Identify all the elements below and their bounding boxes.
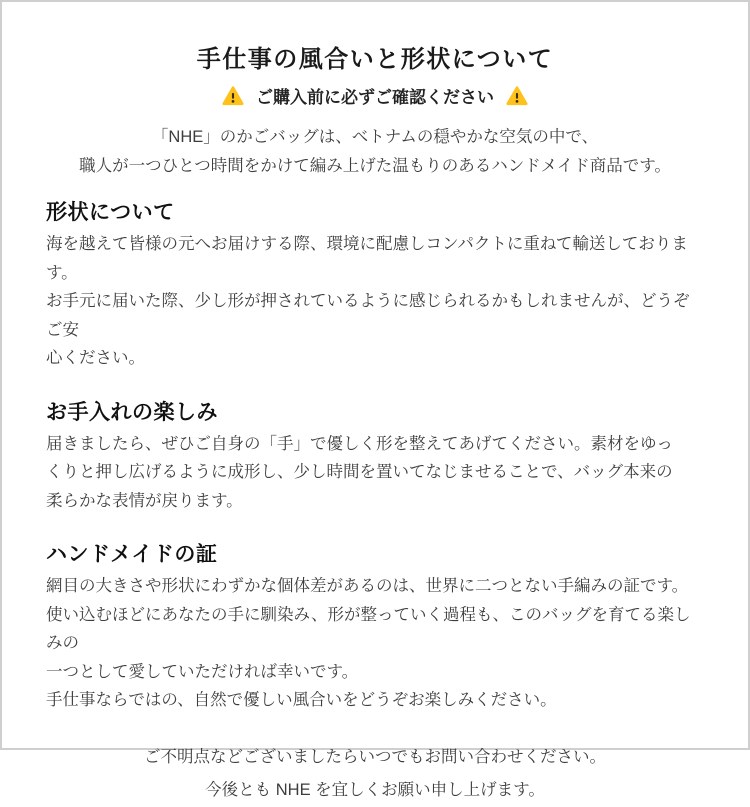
section-handmade-proof: [46, 541, 704, 715]
intro-line: 「NHE」のかごバッグは、ベトナムの穏やかな空気の中で、: [151, 128, 599, 146]
footer-line: ご不明点などございましたらいつでもお問い合わせください。: [144, 747, 606, 766]
section-care: [46, 399, 704, 516]
body-line: 一つとして愛していただければ幸いです。: [46, 662, 359, 681]
purchase-notice: [46, 85, 704, 111]
body-line: 手仕事ならではの、自然で優しい風合いをどうぞお楽しみください。: [46, 691, 557, 709]
section-heading: お手入れの楽しみ: [46, 400, 218, 424]
body-line: 網目の大きさや形状にわずかな個体差があるのは、世界に二つとない手編みの証です。: [46, 577, 689, 595]
intro-line: 職人が一つひとつ時間をかけて編み上げた温もりのあるハンドメイド商品です。: [79, 157, 671, 175]
body-line: 届きましたら、ぜひご自身の「手」で優しく形を整えてあげてください。素材をゆっ: [46, 434, 673, 453]
page-title: 手仕事の風合いと形状について: [196, 46, 554, 73]
section-body: [46, 430, 704, 516]
footer-line: 今後とも NHE を宜しくお願い申し上げます。: [205, 780, 545, 799]
body-line: くりと押し広げるように成形し、少し時間を置いてなじませることで、バッグ本来の: [46, 463, 673, 481]
notice-text: ご購入前に必ずご確認ください: [256, 88, 494, 107]
section-body: [46, 572, 704, 715]
body-line: 柔らかな表情が戻ります。: [46, 491, 243, 510]
section-shape: [46, 199, 704, 373]
body-line: 海を越えて皆様の元へお届けする際、環境に配慮しコンパクトに重ねて輸送しております。: [46, 235, 688, 282]
footer-message: [46, 741, 704, 807]
section-heading: ハンドメイドの証: [46, 543, 218, 566]
body-line: 使い込むほどにあなたの手に馴染み、形が整っていく過程も、このバッグを育てる楽しみの: [46, 605, 691, 652]
intro-paragraph: [46, 123, 704, 181]
body-line: お手元に届いた際、少し形が押されているように感じられるかもしれませんが、どうぞご安: [46, 292, 690, 339]
warning-icon: [222, 85, 244, 107]
body-line: 心ください。: [46, 349, 145, 367]
section-heading: 形状について: [46, 201, 175, 224]
warning-icon: [506, 85, 528, 107]
section-body: [46, 230, 704, 373]
